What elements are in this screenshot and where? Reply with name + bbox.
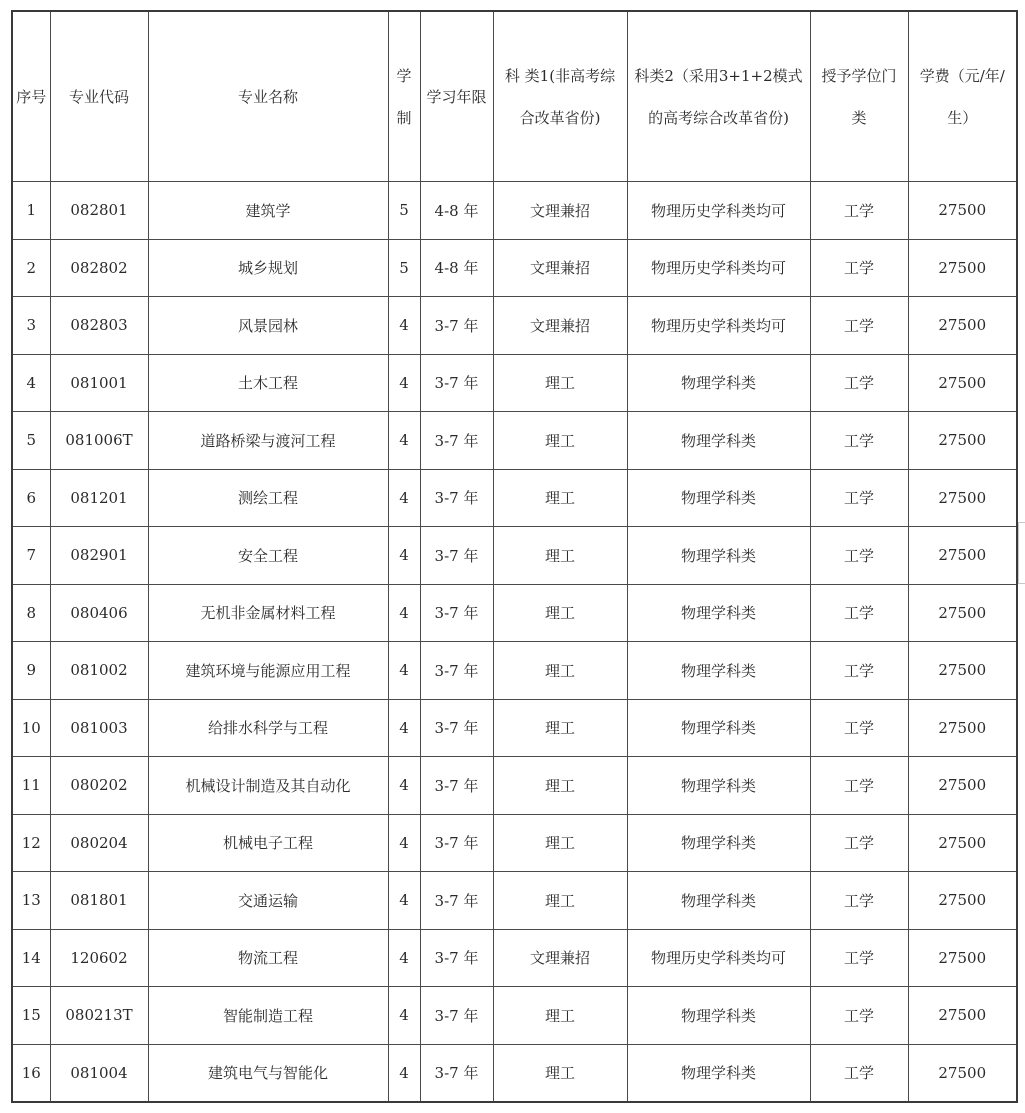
cell-category-2: 物理学科类	[627, 584, 810, 642]
header-cell-code: 专业代码	[50, 11, 148, 182]
cell-study-years: 3-7 年	[420, 987, 493, 1045]
table-row	[12, 527, 1017, 585]
cell-degree: 工学	[810, 584, 908, 642]
cell-code: 080204	[50, 814, 148, 872]
cell-study-years: 4-8 年	[420, 182, 493, 240]
cell-tuition: 27500	[908, 757, 1017, 815]
cell-category-2: 物理历史学科类均可	[627, 182, 810, 240]
cell-name: 机械设计制造及其自动化	[148, 757, 388, 815]
table-row	[12, 929, 1017, 987]
table-row	[12, 182, 1017, 240]
cell-duration: 4	[388, 987, 420, 1045]
cell-study-years: 3-7 年	[420, 814, 493, 872]
cell-duration: 4	[388, 814, 420, 872]
cell-category-1: 理工	[493, 1044, 627, 1102]
cell-category-1: 文理兼招	[493, 182, 627, 240]
cell-name: 测绘工程	[148, 469, 388, 527]
cell-index: 13	[12, 872, 50, 930]
cell-name: 建筑电气与智能化	[148, 1044, 388, 1102]
cell-index: 16	[12, 1044, 50, 1102]
cell-category-1: 文理兼招	[493, 297, 627, 355]
cell-name: 风景园林	[148, 297, 388, 355]
cell-tuition: 27500	[908, 469, 1017, 527]
table-row	[12, 814, 1017, 872]
header-cell-index: 序号	[12, 11, 50, 182]
cell-duration: 4	[388, 757, 420, 815]
cell-category-2: 物理历史学科类均可	[627, 297, 810, 355]
cell-duration: 4	[388, 527, 420, 585]
cell-duration: 4	[388, 642, 420, 700]
cell-index: 5	[12, 412, 50, 470]
cell-category-1: 理工	[493, 757, 627, 815]
cell-degree: 工学	[810, 527, 908, 585]
cell-degree: 工学	[810, 182, 908, 240]
cell-index: 2	[12, 239, 50, 297]
cell-category-1: 理工	[493, 354, 627, 412]
page-edge-marker	[1018, 522, 1025, 584]
cell-tuition: 27500	[908, 182, 1017, 240]
cell-category-2: 物理学科类	[627, 872, 810, 930]
cell-study-years: 3-7 年	[420, 584, 493, 642]
cell-duration: 4	[388, 354, 420, 412]
cell-category-1: 理工	[493, 527, 627, 585]
cell-degree: 工学	[810, 354, 908, 412]
cell-duration: 4	[388, 297, 420, 355]
cell-degree: 工学	[810, 412, 908, 470]
cell-category-1: 理工	[493, 814, 627, 872]
cell-category-1: 理工	[493, 642, 627, 700]
cell-code: 081002	[50, 642, 148, 700]
cell-duration: 4	[388, 699, 420, 757]
cell-code: 081006T	[50, 412, 148, 470]
cell-code: 081003	[50, 699, 148, 757]
cell-degree: 工学	[810, 642, 908, 700]
cell-code: 081801	[50, 872, 148, 930]
cell-index: 11	[12, 757, 50, 815]
header-cell-study-years: 学习年限	[420, 11, 493, 182]
cell-study-years: 3-7 年	[420, 699, 493, 757]
cell-index: 15	[12, 987, 50, 1045]
cell-duration: 5	[388, 239, 420, 297]
cell-duration: 4	[388, 412, 420, 470]
header-cell-tuition: 学费（元/年/生）	[908, 11, 1017, 182]
cell-tuition: 27500	[908, 297, 1017, 355]
table-header-row	[12, 11, 1017, 182]
cell-duration: 4	[388, 469, 420, 527]
cell-category-2: 物理学科类	[627, 757, 810, 815]
cell-code: 081001	[50, 354, 148, 412]
cell-index: 4	[12, 354, 50, 412]
cell-category-1: 理工	[493, 469, 627, 527]
cell-tuition: 27500	[908, 929, 1017, 987]
cell-tuition: 27500	[908, 527, 1017, 585]
cell-degree: 工学	[810, 987, 908, 1045]
cell-name: 物流工程	[148, 929, 388, 987]
cell-study-years: 3-7 年	[420, 527, 493, 585]
cell-name: 机械电子工程	[148, 814, 388, 872]
cell-code: 082803	[50, 297, 148, 355]
table-row	[12, 297, 1017, 355]
table-row	[12, 757, 1017, 815]
cell-study-years: 3-7 年	[420, 412, 493, 470]
cell-index: 6	[12, 469, 50, 527]
cell-study-years: 3-7 年	[420, 1044, 493, 1102]
cell-category-2: 物理学科类	[627, 699, 810, 757]
table-row	[12, 354, 1017, 412]
cell-degree: 工学	[810, 757, 908, 815]
cell-name: 安全工程	[148, 527, 388, 585]
cell-study-years: 3-7 年	[420, 469, 493, 527]
cell-code: 082801	[50, 182, 148, 240]
cell-study-years: 3-7 年	[420, 872, 493, 930]
table-row	[12, 469, 1017, 527]
table-row	[12, 872, 1017, 930]
cell-degree: 工学	[810, 699, 908, 757]
cell-name: 土木工程	[148, 354, 388, 412]
cell-category-1: 理工	[493, 412, 627, 470]
cell-study-years: 4-8 年	[420, 239, 493, 297]
cell-name: 建筑学	[148, 182, 388, 240]
cell-tuition: 27500	[908, 872, 1017, 930]
cell-tuition: 27500	[908, 354, 1017, 412]
cell-category-1: 文理兼招	[493, 239, 627, 297]
cell-index: 10	[12, 699, 50, 757]
table-row	[12, 239, 1017, 297]
header-cell-degree: 授予学位门类	[810, 11, 908, 182]
header-cell-name: 专业名称	[148, 11, 388, 182]
cell-degree: 工学	[810, 929, 908, 987]
cell-code: 080406	[50, 584, 148, 642]
table-row	[12, 584, 1017, 642]
cell-tuition: 27500	[908, 814, 1017, 872]
cell-name: 交通运输	[148, 872, 388, 930]
cell-category-2: 物理学科类	[627, 814, 810, 872]
cell-category-2: 物理学科类	[627, 527, 810, 585]
cell-tuition: 27500	[908, 239, 1017, 297]
cell-duration: 4	[388, 929, 420, 987]
cell-category-2: 物理历史学科类均可	[627, 239, 810, 297]
major-tuition-table	[11, 10, 1018, 1103]
cell-name: 无机非金属材料工程	[148, 584, 388, 642]
cell-name: 道路桥梁与渡河工程	[148, 412, 388, 470]
cell-duration: 4	[388, 1044, 420, 1102]
cell-name: 城乡规划	[148, 239, 388, 297]
cell-tuition: 27500	[908, 987, 1017, 1045]
cell-index: 12	[12, 814, 50, 872]
cell-degree: 工学	[810, 1044, 908, 1102]
cell-category-1: 文理兼招	[493, 929, 627, 987]
cell-study-years: 3-7 年	[420, 642, 493, 700]
cell-study-years: 3-7 年	[420, 354, 493, 412]
cell-degree: 工学	[810, 872, 908, 930]
cell-code: 081201	[50, 469, 148, 527]
cell-category-2: 物理学科类	[627, 987, 810, 1045]
cell-category-2: 物理学科类	[627, 354, 810, 412]
cell-category-2: 物理学科类	[627, 412, 810, 470]
cell-code: 080202	[50, 757, 148, 815]
table-row	[12, 642, 1017, 700]
cell-category-1: 理工	[493, 872, 627, 930]
table-row	[12, 412, 1017, 470]
cell-name: 智能制造工程	[148, 987, 388, 1045]
cell-index: 9	[12, 642, 50, 700]
cell-study-years: 3-7 年	[420, 297, 493, 355]
cell-category-2: 物理学科类	[627, 469, 810, 527]
cell-code: 080213T	[50, 987, 148, 1045]
header-cell-duration: 学制	[388, 11, 420, 182]
cell-code: 082901	[50, 527, 148, 585]
cell-index: 1	[12, 182, 50, 240]
page-top-strip	[0, 0, 1025, 10]
cell-category-1: 理工	[493, 584, 627, 642]
table-body	[12, 182, 1017, 1103]
cell-degree: 工学	[810, 469, 908, 527]
cell-code: 081004	[50, 1044, 148, 1102]
cell-tuition: 27500	[908, 642, 1017, 700]
cell-category-2: 物理历史学科类均可	[627, 929, 810, 987]
cell-tuition: 27500	[908, 699, 1017, 757]
cell-index: 7	[12, 527, 50, 585]
cell-duration: 4	[388, 584, 420, 642]
cell-category-1: 理工	[493, 699, 627, 757]
cell-tuition: 27500	[908, 1044, 1017, 1102]
table-row	[12, 987, 1017, 1045]
cell-study-years: 3-7 年	[420, 929, 493, 987]
cell-study-years: 3-7 年	[420, 757, 493, 815]
cell-index: 14	[12, 929, 50, 987]
header-cell-category-2: 科类2（采用3+1+2模式的高考综合改革省份)	[627, 11, 810, 182]
cell-name: 建筑环境与能源应用工程	[148, 642, 388, 700]
cell-index: 3	[12, 297, 50, 355]
cell-duration: 5	[388, 182, 420, 240]
table-row	[12, 1044, 1017, 1102]
cell-duration: 4	[388, 872, 420, 930]
header-cell-category-1: 科 类1(非高考综合改革省份)	[493, 11, 627, 182]
cell-tuition: 27500	[908, 584, 1017, 642]
cell-category-2: 物理学科类	[627, 642, 810, 700]
cell-category-1: 理工	[493, 987, 627, 1045]
cell-category-2: 物理学科类	[627, 1044, 810, 1102]
cell-degree: 工学	[810, 239, 908, 297]
cell-code: 120602	[50, 929, 148, 987]
cell-degree: 工学	[810, 297, 908, 355]
cell-tuition: 27500	[908, 412, 1017, 470]
cell-index: 8	[12, 584, 50, 642]
cell-name: 给排水科学与工程	[148, 699, 388, 757]
table-row	[12, 699, 1017, 757]
cell-code: 082802	[50, 239, 148, 297]
cell-degree: 工学	[810, 814, 908, 872]
